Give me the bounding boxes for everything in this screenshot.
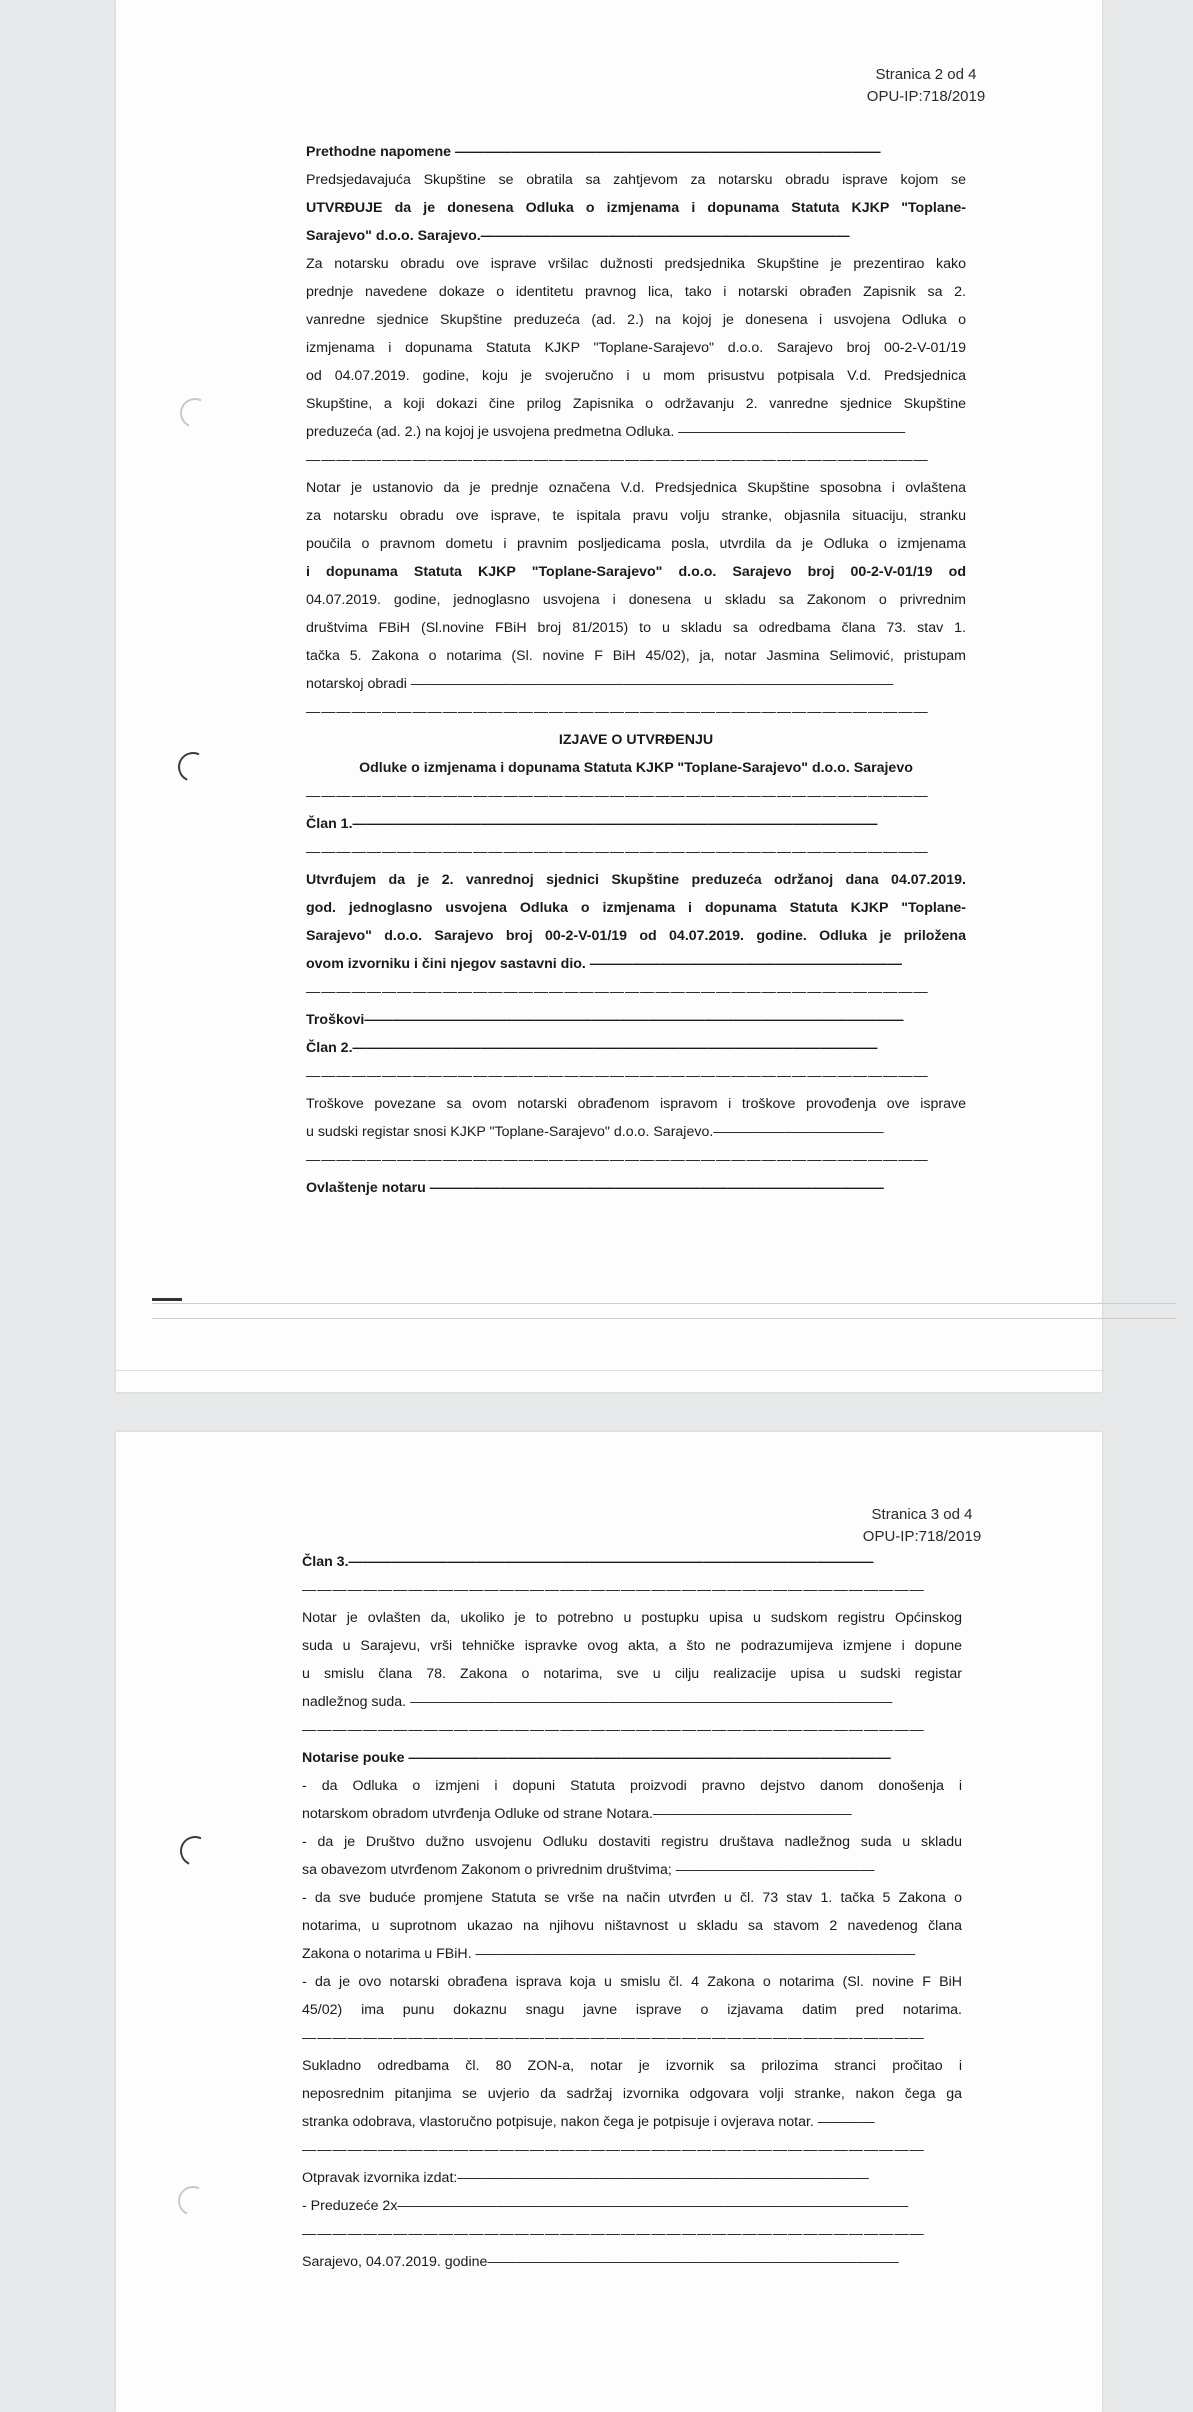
text-line: Sarajevo" d.o.o. Sarajevo.—————————————————————————— bbox=[306, 228, 850, 244]
page-header bbox=[792, 1504, 1052, 1548]
text-line: poučila o pravnom dometu i pravnim posljedicama posla, utvrdila da je Odluka o izmjenama bbox=[306, 536, 966, 552]
text-line: Sarajevo, 04.07.2019. godine————————————————————————————— bbox=[302, 2254, 899, 2270]
text-line: - Preduzeće 2x———————————————————————————————————— bbox=[302, 2198, 909, 2214]
text-line: Za notarsku obradu ove isprave vršilac dužnosti predsjednika Skupštine je prezentirao kako bbox=[306, 256, 966, 272]
text-line: Član 3.————————————————————————————————————— bbox=[302, 1554, 874, 1570]
text-line: notarskoj obradi —————————————————————————————————— bbox=[306, 676, 894, 692]
text-line: Notar je ovlašten da, ukoliko je to potrebno u postupku upisa u sudskom registru Općinskog bbox=[302, 1610, 962, 1626]
text-line: ovom izvorniku i čini njegov sastavni dio. —————————————————————— bbox=[306, 956, 902, 972]
document-reference: OPU-IP:718/2019 bbox=[866, 88, 986, 105]
text-line: u sudski registar snosi KJKP "Toplane-Sarajevo" d.o.o. Sarajevo.———————————— bbox=[306, 1124, 884, 1140]
text-line: nadležnog suda. —————————————————————————————————— bbox=[302, 1694, 893, 1710]
punch-hole bbox=[174, 2182, 212, 2220]
text-line: stranka odobrava, vlastoručno potpisuje, nakon čega je potpisuje i ovjerava notar. ———— bbox=[302, 2114, 875, 2130]
text-line: Predsjedavajuća Skupštine se obratila sa zahtjevom za notarsku obradu isprave kojom se bbox=[306, 172, 966, 188]
text-line: Utvrđujem da je 2. vanrednoj sjednici Skupštine preduzeća održanoj dana 04.07.2019. bbox=[306, 872, 966, 888]
separator-dashes: ————————————————————————————————————————— bbox=[302, 2030, 925, 2046]
punch-hole bbox=[176, 1832, 214, 1870]
page-body bbox=[306, 138, 966, 1202]
text-line: za notarsku obradu ove isprave, te ispitala pravu volju stranke, objasnila situaciju, stranku bbox=[306, 508, 966, 524]
text-line: u smislu člana 78. Zakona o notarima, sve u cilju realizacije upisa u sudski registar bbox=[302, 1666, 962, 1682]
text-line: Notar je ustanovio da je prednje označena V.d. Predsjednica Skupštine sposobna i ovlaštena bbox=[306, 480, 966, 496]
scan-artifact-line bbox=[152, 1303, 1176, 1304]
text-line: - da Odluka o izmjeni i dopuni Statuta proizvodi pravno dejstvo danom donošenja i bbox=[302, 1778, 962, 1794]
text-line: prednje navedene dokaze o identitetu pravnog lica, tako i notarski obrađen Zapisnik sa 2. bbox=[306, 284, 966, 300]
text-line: vanredne sjednice Skupštine preduzeća (ad. 2.) na kojoj je donesena i usvojena Odluka o bbox=[306, 312, 966, 328]
scan-artifact-line bbox=[152, 1298, 182, 1301]
text-line: - da je Društvo dužno usvojenu Odluku dostaviti registru društava nadležnog suda u skladu bbox=[302, 1834, 962, 1850]
text-line: Troškovi—————————————————————————————————————— bbox=[306, 1012, 904, 1028]
text-line: Sukladno odredbama čl. 80 ZON-a, notar je izvornik sa prilozima stranci pročitao i bbox=[302, 2058, 962, 2074]
text-line: Član 1.————————————————————————————————————— bbox=[306, 816, 878, 832]
text-line: preduzeća (ad. 2.) na kojoj je usvojena predmetna Odluka. ———————————————— bbox=[306, 424, 906, 440]
page-body bbox=[302, 1548, 962, 2276]
separator-dashes: ————————————————————————————————————————— bbox=[306, 1068, 929, 1084]
text-line: - da sve buduće promjene Statuta se vrše na način utvrđen u čl. 73 stav 1. tačka 5 Zakona o bbox=[302, 1890, 962, 1906]
text-line: 45/02) ima punu dokaznu snagu javne isprave o izjavama datim pred notarima. bbox=[302, 2002, 962, 2018]
page-number: Stranica 2 od 4 bbox=[875, 66, 977, 83]
separator-dashes: ————————————————————————————————————————— bbox=[306, 704, 929, 720]
separator-dashes: ————————————————————————————————————————— bbox=[302, 1582, 925, 1598]
separator-dashes: ————————————————————————————————————————— bbox=[306, 452, 929, 468]
separator-dashes: ————————————————————————————————————————— bbox=[302, 2226, 925, 2242]
text-line: IZJAVE O UTVRĐENJU bbox=[558, 732, 714, 748]
text-line: Odluke o izmjenama i dopunama Statuta KJKP "Toplane-Sarajevo" d.o.o. Sarajevo bbox=[359, 760, 913, 776]
punch-hole bbox=[174, 748, 212, 786]
text-line: Skupštine, a koji dokazi čine prilog Zapisnika o održavanju 2. vanredne sjednice Skupštine bbox=[306, 396, 966, 412]
punch-hole bbox=[176, 394, 214, 432]
text-line: Ovlaštenje notaru ———————————————————————————————— bbox=[306, 1180, 884, 1196]
text-line: tačka 5. Zakona o notarima (Sl. novine F BiH 45/02), ja, notar Jasmina Selimović, pristupam bbox=[306, 648, 966, 664]
text-line: društvima FBiH (Sl.novine FBiH broj 81/2015) to u skladu sa odredbama člana 73. stav 1. bbox=[306, 620, 966, 636]
separator-dashes: ————————————————————————————————————————— bbox=[306, 1152, 929, 1168]
text-line: god. jednoglasno usvojena Odluka o izmjenama i dopunama Statuta KJKP "Toplane- bbox=[306, 900, 966, 916]
text-line: 04.07.2019. godine, jednoglasno usvojena i donesena u skladu sa Zakonom o privrednim bbox=[306, 592, 966, 608]
text-line: Otpravak izvornika izdat:————————————————————————————— bbox=[302, 2170, 869, 2186]
separator-dashes: ————————————————————————————————————————— bbox=[306, 844, 929, 860]
document-page-2 bbox=[116, 0, 1102, 1392]
text-line: Notarise pouke —————————————————————————————————— bbox=[302, 1750, 891, 1766]
separator-dashes: ————————————————————————————————————————— bbox=[302, 2142, 925, 2158]
text-line: sa obavezom utvrđenom Zakonom o privrednim društvima; —————————————— bbox=[302, 1862, 875, 1878]
document-page-3 bbox=[116, 1432, 1102, 2412]
text-line: notarima, u suprotnom ukazao na njihovu ništavnost u skladu sa stavom 2 navedenog člana bbox=[302, 1918, 962, 1934]
text-line: i dopunama Statuta KJKP "Toplane-Sarajevo" d.o.o. Sarajevo broj 00-2-V-01/19 od bbox=[306, 564, 966, 580]
page-header bbox=[796, 64, 1056, 108]
text-line: Član 2.————————————————————————————————————— bbox=[306, 1040, 878, 1056]
separator-dashes: ————————————————————————————————————————— bbox=[306, 984, 929, 1000]
text-line: suda u Sarajevu, vrši tehničke ispravke ovog akta, a što ne podrazumijeva izmjene i dopune bbox=[302, 1638, 962, 1654]
text-line: Zakona o notarima u FBiH. ——————————————————————————————— bbox=[302, 1946, 916, 1962]
page-number: Stranica 3 od 4 bbox=[871, 1506, 973, 1523]
separator-dashes: ————————————————————————————————————————— bbox=[306, 788, 929, 804]
text-line: UTVRĐUJE da je donesena Odluka o izmjenama i dopunama Statuta KJKP "Toplane- bbox=[306, 200, 966, 216]
scan-artifact-line bbox=[152, 1318, 1176, 1319]
text-line: neposrednim pitanjima se uvjerio da sadržaj izvornika odgovara volji stranke, nakon čega ga bbox=[302, 2086, 962, 2102]
text-line: Troškove povezane sa ovom notarski obrađenom ispravom i troškove provođenja ove isprave bbox=[306, 1096, 966, 1112]
text-line: izmjenama i dopunama Statuta KJKP "Toplane-Sarajevo" d.o.o. Sarajevo broj 00-2-V-01/19 bbox=[306, 340, 966, 356]
text-line: notarskom obradom utvrđenja Odluke od strane Notara.—————————————— bbox=[302, 1806, 852, 1822]
text-line: od 04.07.2019. godine, koju je svojeručno i u mom prisustvu potpisala V.d. Predsjednica bbox=[306, 368, 966, 384]
text-line: Prethodne napomene —————————————————————————————— bbox=[306, 144, 881, 160]
separator-dashes: ————————————————————————————————————————— bbox=[302, 1722, 925, 1738]
scan-artifact-line bbox=[116, 1370, 1102, 1371]
document-reference: OPU-IP:718/2019 bbox=[862, 1528, 982, 1545]
text-line: Sarajevo" d.o.o. Sarajevo broj 00-2-V-01/19 od 04.07.2019. godine. Odluka je priložena bbox=[306, 928, 966, 944]
text-line: - da je ovo notarski obrađena isprava koja u smislu čl. 4 Zakona o notarima (Sl. novine F BiH bbox=[302, 1974, 962, 1990]
